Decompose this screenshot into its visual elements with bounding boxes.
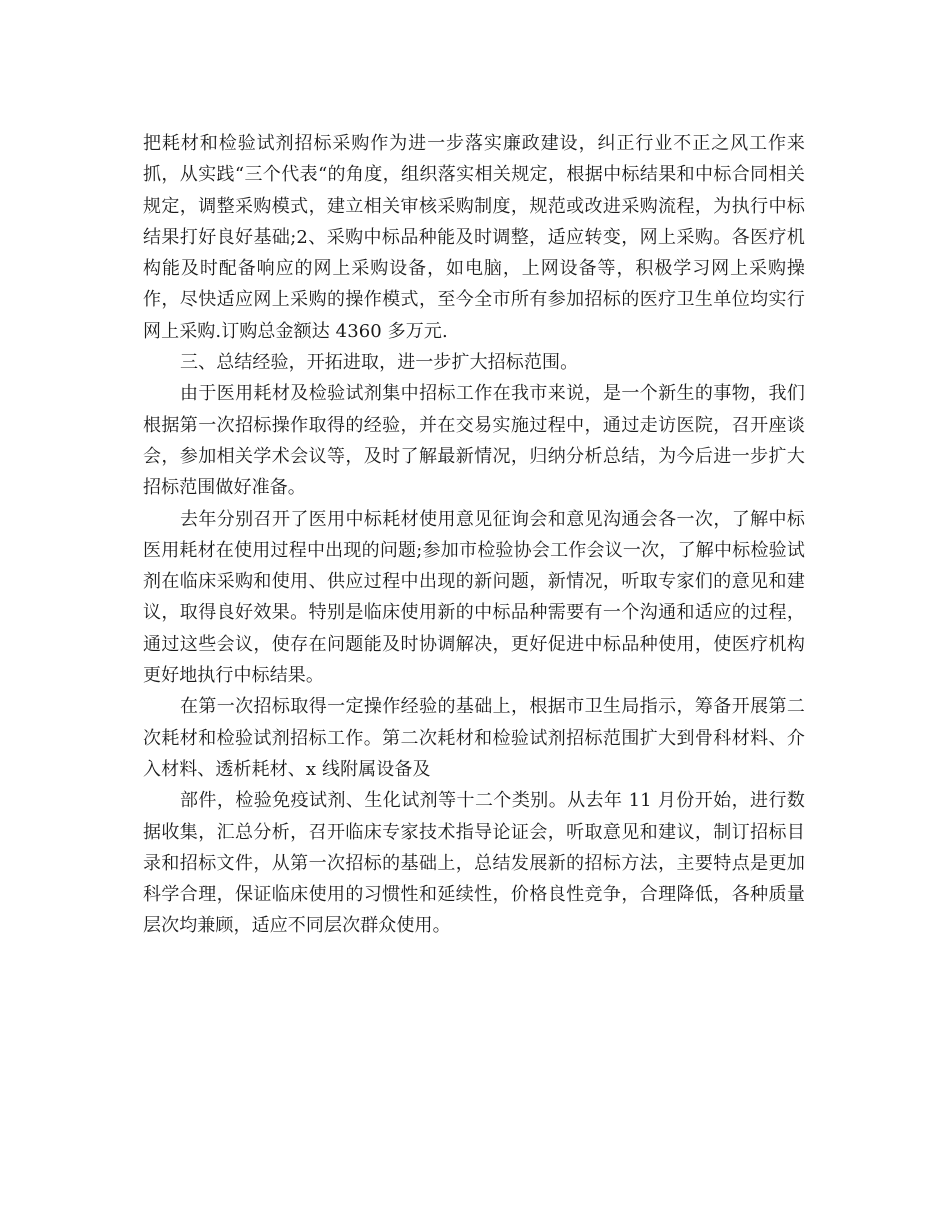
paragraph-5: 部件，检验免疫试剂、生化试剂等十二个类别。从去年 11 月份开始，进行数据收集，汇总分析，召开临床专家技术指导论证会，听取意见和建议，制订招标目录和招标文件，从第一次招标的基础上，总结发展新的招标方法，主要特点是更加科学合理，保证临床使用的习惯性和延续性，价格良性竞争，合理降低，各种质量层次均兼顾，适应不同层次群众使用。 xyxy=(143,790,805,937)
paragraph-4: 在第一次招标取得一定操作经验的基础上，根据市卫生局指示，筹备开展第二次耗材和检验试剂招标工作。第二次耗材和检验试剂招标范围扩大到骨科材料、介入材料、透析耗材、x 线附属设备及 xyxy=(143,696,805,780)
paragraph-3: 去年分别召开了医用中标耗材使用意见征询会和意见沟通会各一次，了解中标医用耗材在使用过程中出现的问题;参加市检验协会工作会议一次，了解中标检验试剂在临床采购和使用、供应过程中出现的新问题，新情况，听取专家们的意见和建议，取得良好效果。特别是临床使用新的中标品种需要有一个沟通和适应的过程，通过这些会议，使存在问题能及时协调解决，更好促进中标品种使用，使医疗机构更好地执行中标结果。 xyxy=(143,508,805,687)
section-heading-3: 三、总结经验，开拓进取，进一步扩大招标范围。 xyxy=(180,352,579,374)
paragraph-2: 由于医用耗材及检验试剂集中招标工作在我市来说，是一个新生的事物，我们根据第一次招标操作取得的经验，并在交易实施过程中，通过走访医院，召开座谈会，参加相关学术会议等，及时了解最新情况，归纳分析总结，为今后进一步扩大招标范围做好准备。 xyxy=(143,383,805,499)
paragraph-1: 把耗材和检验试剂招标采购作为进一步落实廉政建设，纠正行业不正之风工作来抓，从实践“三个代表“的角度，组织落实相关规定，根据中标结果和中标合同相关规定，调整采购模式，建立相关审核采购制度，规范或改进采购流程，为执行中标结果打好良好基础;2、采购中标品种能及时调整，适应转变，网上采购。各医疗机构能及时配备响应的网上采购设备，如电脑，上网设备等，积极学习网上采购操作，尽快适应网上采购的操作模式，至今全市所有参加招标的医疗卫生单位均实行网上采购.订购总金额达 4360 多万元. xyxy=(143,133,805,342)
document-body xyxy=(143,128,805,942)
